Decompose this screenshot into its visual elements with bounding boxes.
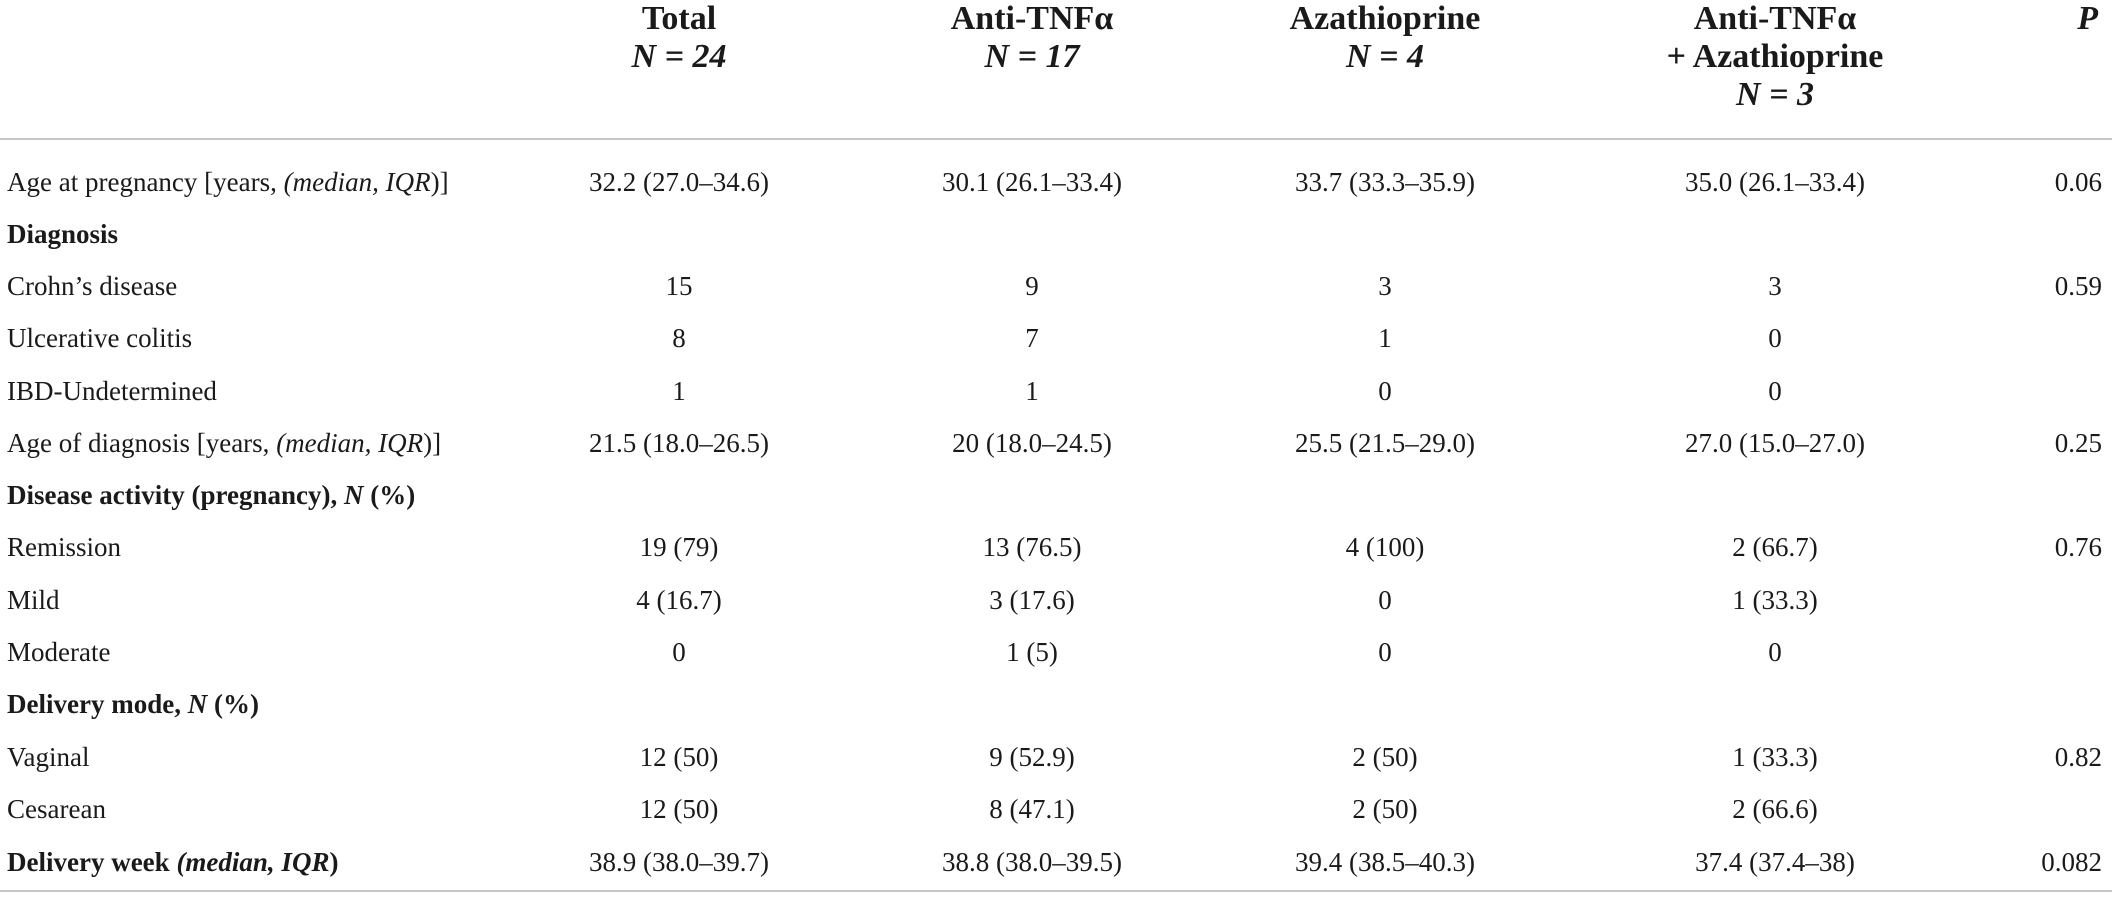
cell-anti-tnf: 3 (17.6): [989, 584, 1075, 615]
cell-azathioprine: 33.7 (33.3–35.9): [1295, 166, 1475, 197]
cell-anti-tnf: 30.1 (26.1–33.4): [942, 166, 1122, 197]
cell-azathioprine: 2 (50): [1352, 793, 1418, 824]
row-label: Age at pregnancy [years, (median, IQR)]: [7, 166, 449, 197]
cell-total: 32.2 (27.0–34.6): [589, 166, 769, 197]
row-label: Vaginal: [7, 741, 90, 772]
cell-combo: 27.0 (15.0–27.0): [1685, 427, 1865, 458]
cell-anti-tnf: 1: [1025, 375, 1039, 406]
row-label: Delivery week (median, IQR): [0, 836, 540, 891]
cell-combo: 1 (33.3): [1732, 584, 1818, 615]
row-label: IBD-Undetermined: [7, 375, 217, 406]
row-label: Ulcerative colitis: [7, 323, 193, 354]
header-combo: Anti-TNFα + Azathioprine N = 3: [1524, 0, 2026, 139]
cell-total: 21.5 (18.0–26.5): [589, 427, 769, 458]
cell-anti-tnf: 13 (76.5): [982, 532, 1082, 563]
cell-combo: 37.4 (37.4–38): [1524, 836, 2026, 891]
cell-anti-tnf: 20 (18.0–24.5): [952, 427, 1112, 458]
section-row: [0, 679, 2112, 731]
table-row: [0, 836, 2112, 891]
row-label: Age of diagnosis [years, (median, IQR)]: [7, 427, 442, 458]
cell-anti-tnf: 38.8 (38.0–39.5): [818, 836, 1246, 891]
cell-azathioprine: 0: [1378, 375, 1392, 406]
row-label: Remission: [7, 532, 122, 563]
cell-combo: 0: [1768, 637, 1782, 668]
cell-total: 19 (79): [639, 532, 719, 563]
row-label: Cesarean: [7, 793, 106, 824]
cell-azathioprine: 3: [1378, 270, 1392, 301]
cell-anti-tnf: 1 (5): [1006, 637, 1058, 668]
section-row: [0, 208, 2112, 260]
cell-azathioprine: 0: [1378, 584, 1392, 615]
cell-p: [2026, 574, 2112, 626]
header-azathioprine: Azathioprine N = 4: [1246, 0, 1524, 139]
header-total: Total N = 24: [540, 0, 818, 139]
header-row: [0, 0, 2112, 139]
cell-total: 15: [665, 270, 693, 301]
row-label: Crohn’s disease: [7, 270, 178, 301]
cell-azathioprine: 2 (50): [1352, 741, 1418, 772]
header-p-value: P: [2026, 0, 2112, 139]
cell-p: [2026, 365, 2112, 417]
cell-combo: 0: [1768, 323, 1782, 354]
section-row: [0, 469, 2112, 521]
table-row: [0, 731, 2112, 783]
cell-p: 0.082: [2026, 836, 2112, 891]
cell-combo: 2 (66.6): [1732, 793, 1818, 824]
cell-combo: 1 (33.3): [1732, 741, 1818, 772]
cell-total: 38.9 (38.0–39.7): [540, 836, 818, 891]
row-label: Moderate: [7, 637, 111, 668]
cell-p: [2026, 313, 2112, 365]
cell-azathioprine: 39.4 (38.5–40.3): [1246, 836, 1524, 891]
table-row: [0, 522, 2112, 574]
cell-p: 0.25: [2054, 427, 2102, 458]
cell-combo: 3: [1768, 270, 1782, 301]
cell-anti-tnf: 9: [1025, 270, 1039, 301]
cell-combo: 35.0 (26.1–33.4): [1685, 166, 1865, 197]
cell-p: 0.06: [2054, 166, 2102, 197]
cell-anti-tnf: 8 (47.1): [989, 793, 1075, 824]
section-label: Delivery mode, N (%): [7, 689, 259, 720]
cell-total: 4 (16.7): [636, 584, 722, 615]
table-row: [0, 574, 2112, 626]
cell-anti-tnf: 9 (52.9): [989, 741, 1075, 772]
cell-p: 0.76: [2054, 532, 2102, 563]
cell-anti-tnf: 7: [1025, 323, 1039, 354]
cell-azathioprine: 4 (100): [1345, 532, 1425, 563]
cell-p: [2026, 783, 2112, 835]
cell-p: 0.82: [2054, 741, 2102, 772]
cell-azathioprine: 0: [1378, 637, 1392, 668]
header-anti-tnf: Anti-TNFα N = 17: [818, 0, 1246, 139]
cell-azathioprine: 25.5 (21.5–29.0): [1295, 427, 1475, 458]
cell-total: 0: [672, 637, 686, 668]
section-label: Diagnosis: [7, 218, 119, 249]
cell-azathioprine: 1: [1378, 323, 1392, 354]
table-row: [0, 139, 2112, 208]
table-row: [0, 365, 2112, 417]
table-row: [0, 783, 2112, 835]
section-label: Disease activity (pregnancy), N (%): [7, 480, 416, 511]
cell-total: 12 (50): [639, 741, 719, 772]
cell-total: 12 (50): [639, 793, 719, 824]
cell-combo: 0: [1768, 375, 1782, 406]
header-blank: [0, 0, 540, 139]
table-row: [0, 417, 2112, 469]
table-row: [0, 313, 2112, 365]
cell-total: 8: [672, 323, 686, 354]
cell-p: [2026, 626, 2112, 678]
cell-total: 1: [672, 375, 686, 406]
cell-p: 0.59: [2054, 270, 2102, 301]
row-label: Mild: [7, 584, 60, 615]
cell-combo: 2 (66.7): [1732, 532, 1818, 563]
table-row: [0, 626, 2112, 678]
table-row: [0, 260, 2112, 312]
